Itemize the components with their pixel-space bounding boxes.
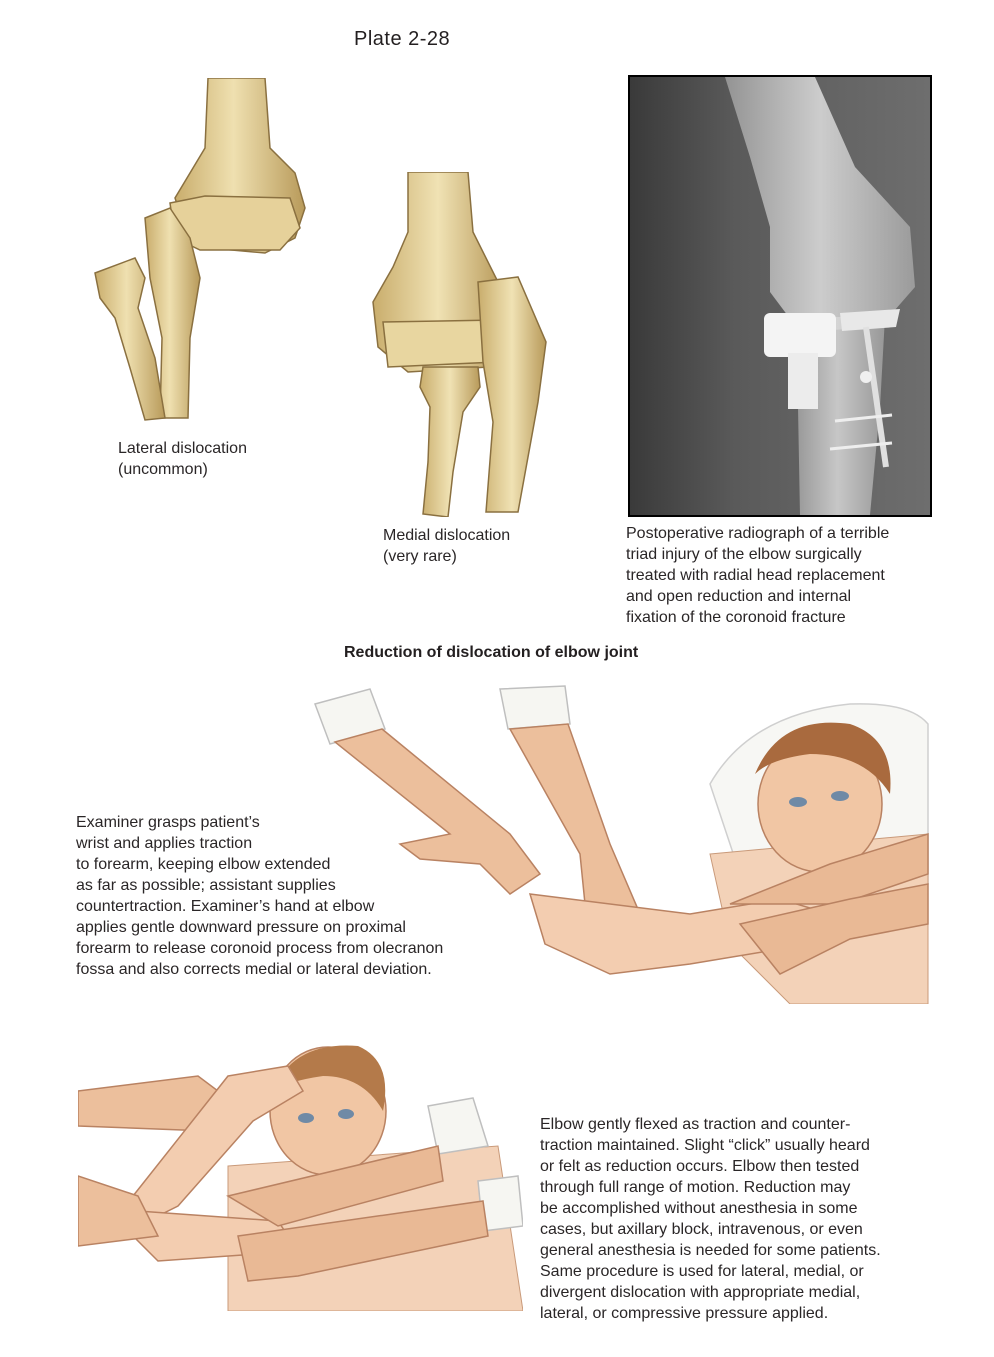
medial-dislocation-illustration <box>368 172 553 517</box>
radiograph-caption: Postoperative radiograph of a terrible triad injury of the elbow surgically treated with radial head replacement and open reduction and internal fixation of the coronoid fracture <box>626 525 890 626</box>
reduction-step2-illustration <box>78 1036 523 1311</box>
postoperative-radiograph <box>628 75 932 517</box>
plate-title: Plate 2-28 <box>354 28 451 50</box>
step2-caption: Elbow gently flexed as traction and counter- traction maintained. Slight “click” usually heard or felt as reduction occurs. Elbow then tested through full range of motion. Reduction may be accomplished without anesthesia in some cases, but axillary block, intravenous, or even general anesthesia is needed for some patients. Same procedure is used for lateral, medial, or divergent dislocation with appropriate medial, lateral, or compressive pressure applied. <box>540 1116 881 1322</box>
section-heading: Reduction of dislocation of elbow joint <box>344 644 639 661</box>
medial-dislocation-caption: Medial dislocation (very rare) <box>383 527 511 565</box>
lateral-dislocation-illustration <box>90 78 315 428</box>
lateral-dislocation-caption: Lateral dislocation (uncommon) <box>118 440 247 478</box>
step1-caption: Examiner grasps patient’s wrist and applies traction to forearm, keeping elbow extended as far as possible; assistant supplies countertraction. Examiner’s hand at elbow applies gentle downward pressure on proximal forearm to release coronoid process from olecranon fossa and also corrects medial or lateral deviation. <box>76 814 444 978</box>
